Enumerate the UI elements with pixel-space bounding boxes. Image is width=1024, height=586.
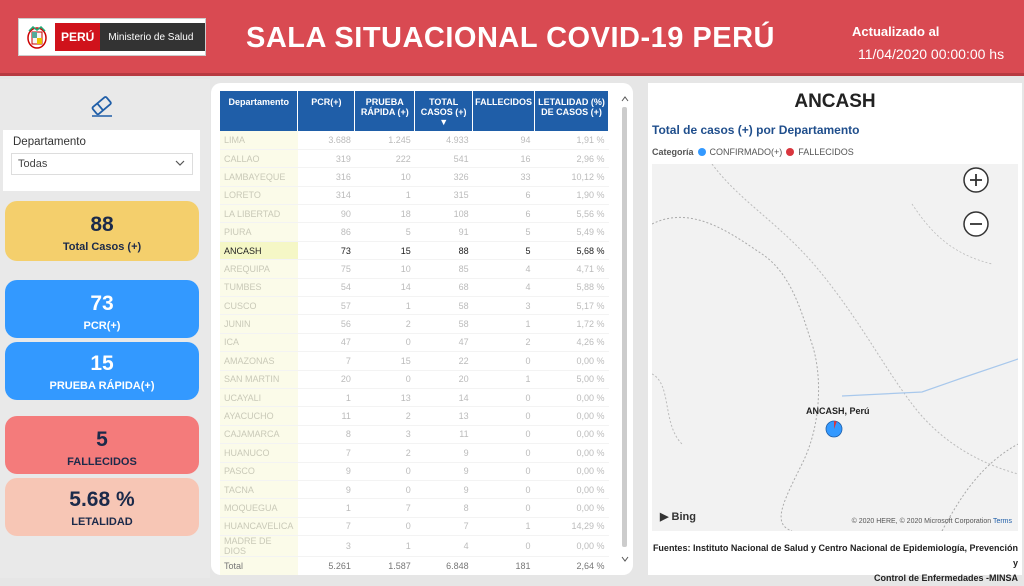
table-cell: 1 (298, 388, 355, 406)
legend-label-fallecidos: FALLECIDOS (798, 147, 854, 157)
total-cell: 5.261 (328, 561, 351, 572)
legend-title: Categoría (652, 147, 694, 157)
table-cell: 4,26 % (535, 333, 609, 351)
table-cell: 0 (473, 480, 535, 498)
table-cell: 57 (298, 297, 355, 315)
table-cell: 316 (298, 168, 355, 186)
bing-icon: ▶ (660, 511, 669, 523)
map-title: ANCASH (794, 91, 876, 112)
table-cell: TUMBES (220, 278, 298, 296)
col-header-fallecidos[interactable]: FALLECIDOS (473, 91, 535, 131)
table-cell: 0,00 % (535, 480, 609, 498)
sort-desc-icon: ▼ (439, 117, 449, 127)
table-cell: 1 (473, 517, 535, 535)
table-cell: 7 (415, 517, 473, 535)
card-label: FALLECIDOS (67, 456, 137, 468)
table-cell: AMAZONAS (220, 352, 298, 370)
table-cell: 1.245 (355, 131, 415, 149)
table-row[interactable] (220, 131, 609, 149)
table-cell: 3 (355, 425, 415, 443)
table-cell: CALLAO (220, 149, 298, 167)
col-header-pcr[interactable]: PCR(+) (298, 91, 355, 131)
table-cell: 0 (473, 444, 535, 462)
table-cell: 10 (355, 260, 415, 278)
table-cell: 1 (473, 315, 535, 333)
table-total-row (220, 557, 609, 575)
map-copyright (852, 518, 1012, 525)
table-row[interactable] (220, 462, 609, 480)
total-cell: 181 (515, 561, 531, 572)
table-cell: 13 (355, 388, 415, 406)
table-cell: 0,00 % (535, 352, 609, 370)
table-cell: 7 (298, 352, 355, 370)
table-cell: CAJAMARCA (220, 425, 298, 443)
table-cell: 326 (415, 168, 473, 186)
table-cell: 314 (298, 186, 355, 204)
table-cell: 0 (473, 425, 535, 443)
card-value: 5 (96, 428, 108, 451)
map-canvas[interactable] (652, 164, 1018, 531)
table-cell: PIURA (220, 223, 298, 241)
table-cell: 0,00 % (535, 499, 609, 517)
logo-ministry-text: Ministerio de Salud (100, 23, 205, 51)
table-cell: 1 (355, 536, 415, 557)
table-cell: 88 (415, 241, 473, 259)
card-prueba-rapida (5, 342, 199, 400)
card-label: LETALIDAD (71, 516, 133, 528)
table-cell: 0 (473, 462, 535, 480)
table-cell: 13 (415, 407, 473, 425)
total-cell: 6.848 (446, 561, 469, 572)
table-row[interactable] (220, 186, 609, 204)
table-cell: 0 (355, 370, 415, 388)
table-cell: 33 (473, 168, 535, 186)
table-cell: HUANCAVELICA (220, 517, 298, 535)
table-row[interactable] (220, 315, 609, 333)
department-table-panel (211, 83, 633, 575)
table-body (220, 131, 609, 575)
page-title: SALA SITUACIONAL COVID-19 PERÚ (246, 22, 775, 54)
table-row[interactable] (220, 388, 609, 406)
bing-logo (660, 510, 696, 523)
table-cell: 0 (355, 480, 415, 498)
table-cell: 1,72 % (535, 315, 609, 333)
table-cell: 47 (415, 333, 473, 351)
table-cell: 4 (415, 536, 473, 557)
table-cell: 73 (298, 241, 355, 259)
card-label: PRUEBA RÁPIDA(+) (49, 380, 155, 392)
table-cell: 6 (473, 205, 535, 223)
bing-label: Bing (671, 511, 696, 523)
table-cell: 7 (298, 517, 355, 535)
table-cell: 0 (473, 499, 535, 517)
table-cell: 91 (415, 223, 473, 241)
table-cell: 86 (298, 223, 355, 241)
table-row[interactable] (220, 333, 609, 351)
table-cell: LA LIBERTAD (220, 205, 298, 223)
table-cell: 108 (415, 205, 473, 223)
total-cell: 2,64 % (576, 561, 605, 572)
table-cell: MADRE DE DIOS (220, 536, 298, 557)
dropdown-value: Todas (18, 158, 48, 170)
table-cell: 9 (415, 462, 473, 480)
table-cell: 11 (415, 425, 473, 443)
table-cell: 1,91 % (535, 131, 609, 149)
table-cell: 0,00 % (535, 407, 609, 425)
table-cell: 18 (355, 205, 415, 223)
table-cell: 22 (415, 352, 473, 370)
table-cell: 5,56 % (535, 205, 609, 223)
table-cell: LIMA (220, 131, 298, 149)
col-header-departamento[interactable]: Departamento (220, 91, 298, 131)
table-cell: CUSCO (220, 297, 298, 315)
table-cell: TACNA (220, 480, 298, 498)
table-cell: ANCASH (220, 241, 298, 259)
table-cell: 0 (473, 388, 535, 406)
table-cell: UCAYALI (220, 388, 298, 406)
card-value: 5.68 % (69, 488, 135, 511)
table-cell: 10 (355, 168, 415, 186)
table-cell: 8 (298, 425, 355, 443)
table-cell: 222 (355, 149, 415, 167)
table-row[interactable] (220, 517, 609, 535)
table-cell: ICA (220, 333, 298, 351)
table-cell: 68 (415, 278, 473, 296)
table-cell: 4 (473, 278, 535, 296)
table-row[interactable] (220, 205, 609, 223)
table-cell: 9 (298, 462, 355, 480)
table-cell: 85 (415, 260, 473, 278)
table-cell: 3 (298, 536, 355, 557)
header-bar (0, 0, 1024, 76)
table-row[interactable] (220, 370, 609, 388)
table-cell: 2 (355, 407, 415, 425)
minsa-logo (18, 18, 206, 56)
table-cell: 0 (473, 536, 535, 557)
table-cell: 15 (355, 352, 415, 370)
table-cell: 9 (298, 480, 355, 498)
table-cell: LAMBAYEQUE (220, 168, 298, 186)
table-cell: 14,29 % (535, 517, 609, 535)
table-cell: LORETO (220, 186, 298, 204)
department-dropdown[interactable] (11, 153, 193, 175)
table-cell: 0,00 % (535, 462, 609, 480)
map-panel (648, 83, 1022, 583)
table-row[interactable] (220, 223, 609, 241)
table-cell: 9 (415, 480, 473, 498)
updated-label: Actualizado al (852, 24, 940, 39)
table-cell: 5 (473, 223, 535, 241)
table-row[interactable] (220, 536, 609, 557)
table-cell: 20 (415, 370, 473, 388)
copyright-text: © 2020 HERE, © 2020 Microsoft Corporation (851, 518, 992, 525)
table-row[interactable] (220, 444, 609, 462)
table-cell: 0,00 % (535, 536, 609, 557)
table-cell: 16 (473, 149, 535, 167)
logo-peru-text: PERÚ (55, 23, 100, 51)
table-cell: 0,00 % (535, 444, 609, 462)
department-filter (3, 130, 200, 191)
card-label: PCR(+) (83, 320, 121, 332)
chevron-down-icon (174, 157, 186, 169)
table-cell: 9 (415, 444, 473, 462)
legend-dot-confirmado (698, 148, 706, 156)
table-cell: 54 (298, 278, 355, 296)
legend-dot-fallecidos (786, 148, 794, 156)
table-cell: 2 (355, 315, 415, 333)
table-cell: 1 (355, 297, 415, 315)
table-cell: 1 (355, 186, 415, 204)
table-row[interactable] (220, 297, 609, 315)
sources-line-1: Fuentes: Instituto Nacional de Salud y Centro Nacional de Epidemiología, Prevención y (652, 543, 1018, 568)
table-cell: 0 (355, 517, 415, 535)
table-cell: 47 (298, 333, 355, 351)
table-cell: 4.933 (415, 131, 473, 149)
table-cell: 90 (298, 205, 355, 223)
map-pie-marker[interactable] (825, 420, 843, 438)
table-cell: 4,71 % (535, 260, 609, 278)
table-row[interactable] (220, 499, 609, 517)
table-cell: 58 (415, 297, 473, 315)
table-header-row (220, 91, 609, 131)
table-cell: 1 (298, 499, 355, 517)
table-cell: 0 (355, 462, 415, 480)
table-cell: AYACUCHO (220, 407, 298, 425)
table-cell: 5,49 % (535, 223, 609, 241)
scrollbar-thumb[interactable] (622, 107, 627, 547)
table-cell: 20 (298, 370, 355, 388)
table-cell: 94 (473, 131, 535, 149)
table-cell: 1,90 % (535, 186, 609, 204)
filter-label: Departamento (13, 136, 86, 148)
col-header-prueba-rapida[interactable]: PRUEBA RÁPIDA (+) (355, 91, 415, 131)
table-cell: 10,12 % (535, 168, 609, 186)
table-cell: MOQUEGUA (220, 499, 298, 517)
zoom-out-button[interactable] (962, 210, 990, 238)
table-cell: HUANUCO (220, 444, 298, 462)
table-cell: 4 (473, 260, 535, 278)
sources-note (652, 541, 1018, 586)
table-cell: 8 (415, 499, 473, 517)
table-cell: 5,00 % (535, 370, 609, 388)
table-row[interactable] (220, 352, 609, 370)
table-cell: 5,17 % (535, 297, 609, 315)
table-cell: 56 (298, 315, 355, 333)
table-row[interactable] (220, 425, 609, 443)
table-cell: 2,96 % (535, 149, 609, 167)
table-cell: 14 (415, 388, 473, 406)
sources-line-2: Control de Enfermedades -MINSA (873, 573, 1018, 583)
table-cell: 0 (473, 407, 535, 425)
legend-label-confirmado: CONFIRMADO(+) (709, 147, 783, 157)
table-row[interactable] (220, 149, 609, 167)
col-header-label: TOTAL CASOS (+) (420, 97, 467, 117)
table-cell: PASCO (220, 462, 298, 480)
table-row[interactable] (220, 480, 609, 498)
card-pcr (5, 280, 199, 338)
card-total-casos (5, 201, 199, 261)
col-header-letalidad[interactable]: LETALIDAD (%) DE CASOS (+) (535, 91, 609, 131)
map-place-label: ANCASH, Perú (806, 406, 870, 416)
table-row[interactable] (220, 407, 609, 425)
department-table (220, 91, 609, 575)
table-cell: 2 (473, 333, 535, 351)
terms-link[interactable]: Terms (992, 518, 1012, 525)
map-legend (652, 147, 854, 157)
card-letalidad (5, 478, 199, 536)
card-label: Total Casos (+) (62, 241, 142, 253)
table-cell: AREQUIPA (220, 260, 298, 278)
table-cell: 58 (415, 315, 473, 333)
table-cell: 5 (473, 241, 535, 259)
table-cell: 541 (415, 149, 473, 167)
table-row[interactable] (220, 278, 609, 296)
table-cell: 315 (415, 186, 473, 204)
table-cell: 15 (355, 241, 415, 259)
table-cell: 319 (298, 149, 355, 167)
table-cell: 3.688 (298, 131, 355, 149)
total-cell: Total (220, 557, 298, 575)
table-cell: 0 (355, 333, 415, 351)
card-value: 15 (90, 352, 114, 375)
table-cell: 14 (355, 278, 415, 296)
table-cell: 1 (473, 370, 535, 388)
table-cell: 0,00 % (535, 425, 609, 443)
table-cell: 7 (298, 444, 355, 462)
table-cell: JUNIN (220, 315, 298, 333)
table-cell: 75 (298, 260, 355, 278)
table-row[interactable] (220, 260, 609, 278)
updated-value: 11/04/2020 00:00:00 hs (858, 46, 1005, 62)
table-cell: 5,88 % (535, 278, 609, 296)
col-header-total-casos[interactable] (415, 91, 473, 131)
table-row[interactable] (220, 241, 609, 259)
clear-filters-eraser-icon[interactable] (88, 92, 116, 120)
table-cell: 7 (355, 499, 415, 517)
table-cell: 5,68 % (535, 241, 609, 259)
table-cell: 6 (473, 186, 535, 204)
card-value: 73 (90, 292, 114, 315)
peru-seal-icon (19, 19, 55, 55)
table-row[interactable] (220, 168, 609, 186)
table-cell: 11 (298, 407, 355, 425)
table-cell: 0 (473, 352, 535, 370)
card-value: 88 (90, 213, 114, 236)
table-cell: SAN MARTIN (220, 370, 298, 388)
card-fallecidos (5, 416, 199, 474)
zoom-in-button[interactable] (962, 166, 990, 194)
table-cell: 3 (473, 297, 535, 315)
total-cell: 1.587 (388, 561, 411, 572)
table-cell: 2 (355, 444, 415, 462)
table-cell: 5 (355, 223, 415, 241)
map-subtitle: Total de casos (+) por Departamento (652, 123, 860, 137)
table-cell: 0,00 % (535, 388, 609, 406)
